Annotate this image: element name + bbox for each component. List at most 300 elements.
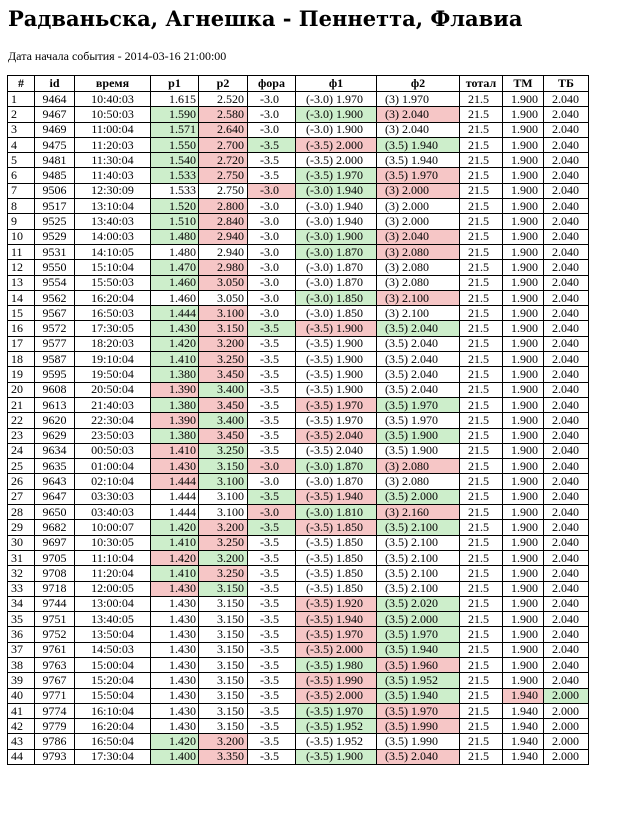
cell-id: 9771 [35, 688, 75, 703]
cell-num: 15 [8, 306, 35, 321]
cell-tm: 1.900 [503, 122, 544, 137]
cell-time: 16:10:04 [75, 703, 151, 718]
cell-tm: 1.900 [503, 92, 544, 107]
cell-total: 21.5 [460, 260, 503, 275]
cell-p1: 1.380 [151, 367, 199, 382]
cell-f2: (3) 2.100 [377, 290, 460, 305]
cell-num: 23 [8, 428, 35, 443]
cell-fora: -3.5 [248, 168, 296, 183]
cell-f2: (3) 2.100 [377, 306, 460, 321]
cell-fora: -3.5 [248, 627, 296, 642]
cell-f2: (3) 2.080 [377, 260, 460, 275]
cell-p2: 3.150 [199, 642, 248, 657]
cell-p2: 3.150 [199, 596, 248, 611]
cell-fora: -3.0 [248, 290, 296, 305]
cell-f2: (3.5) 1.960 [377, 657, 460, 672]
cell-tm: 1.940 [503, 703, 544, 718]
cell-num: 8 [8, 199, 35, 214]
cell-id: 9635 [35, 459, 75, 474]
cell-id: 9595 [35, 367, 75, 382]
cell-fora: -3.5 [248, 566, 296, 581]
cell-f1: (-3.0) 1.850 [296, 290, 377, 305]
table-header-row [8, 76, 589, 92]
table-row [8, 214, 589, 229]
cell-num: 24 [8, 443, 35, 458]
cell-id: 9587 [35, 352, 75, 367]
cell-fora: -3.5 [248, 443, 296, 458]
cell-p1: 1.420 [151, 550, 199, 565]
cell-total: 21.5 [460, 688, 503, 703]
cell-num: 26 [8, 474, 35, 489]
cell-num: 29 [8, 520, 35, 535]
cell-tb: 2.040 [544, 673, 589, 688]
cell-time: 03:30:03 [75, 489, 151, 504]
header-tm: ТМ [503, 76, 544, 92]
cell-fora: -3.5 [248, 137, 296, 152]
cell-time: 10:50:03 [75, 107, 151, 122]
cell-f2: (3.5) 2.040 [377, 336, 460, 351]
cell-tm: 1.900 [503, 489, 544, 504]
table-row [8, 229, 589, 244]
table-row [8, 474, 589, 489]
cell-f1: (-3.0) 1.870 [296, 474, 377, 489]
cell-f1: (-3.5) 1.970 [296, 168, 377, 183]
table-row [8, 199, 589, 214]
cell-tm: 1.900 [503, 612, 544, 627]
cell-p2: 2.700 [199, 137, 248, 152]
cell-id: 9763 [35, 657, 75, 672]
event-start-date: Дата начала события - 2014-03-16 21:00:00 [8, 49, 227, 63]
cell-fora: -3.5 [248, 520, 296, 535]
cell-id: 9650 [35, 505, 75, 520]
cell-total: 21.5 [460, 214, 503, 229]
cell-id: 9708 [35, 566, 75, 581]
cell-f2: (3.5) 1.970 [377, 397, 460, 412]
cell-f1: (-3.5) 1.940 [296, 489, 377, 504]
cell-time: 14:10:05 [75, 244, 151, 259]
cell-num: 18 [8, 352, 35, 367]
cell-p2: 3.150 [199, 321, 248, 336]
cell-num: 3 [8, 122, 35, 137]
table-row [8, 137, 589, 152]
table-row [8, 443, 589, 458]
cell-tb: 2.040 [544, 566, 589, 581]
cell-tm: 1.900 [503, 352, 544, 367]
cell-tb: 2.040 [544, 657, 589, 672]
cell-tb: 2.040 [544, 336, 589, 351]
cell-f2: (3.5) 2.000 [377, 612, 460, 627]
cell-total: 21.5 [460, 367, 503, 382]
cell-f2: (3) 2.040 [377, 107, 460, 122]
cell-tb: 2.040 [544, 382, 589, 397]
cell-p2: 3.050 [199, 290, 248, 305]
cell-f1: (-3.0) 1.870 [296, 275, 377, 290]
cell-time: 22:30:04 [75, 413, 151, 428]
cell-f2: (3.5) 2.040 [377, 367, 460, 382]
cell-total: 21.5 [460, 107, 503, 122]
cell-id: 9752 [35, 627, 75, 642]
cell-tb: 2.040 [544, 413, 589, 428]
cell-total: 21.5 [460, 612, 503, 627]
cell-f2: (3.5) 2.100 [377, 566, 460, 581]
cell-p1: 1.430 [151, 719, 199, 734]
cell-time: 14:50:03 [75, 642, 151, 657]
cell-tm: 1.900 [503, 550, 544, 565]
cell-p2: 3.200 [199, 734, 248, 749]
cell-f1: (-3.5) 1.952 [296, 734, 377, 749]
cell-tb: 2.040 [544, 92, 589, 107]
cell-p2: 2.940 [199, 229, 248, 244]
cell-num: 25 [8, 459, 35, 474]
cell-num: 13 [8, 275, 35, 290]
cell-p1: 1.430 [151, 673, 199, 688]
cell-f2: (3.5) 1.940 [377, 153, 460, 168]
cell-p1: 1.480 [151, 244, 199, 259]
cell-f1: (-3.5) 2.000 [296, 137, 377, 152]
table-row [8, 352, 589, 367]
cell-total: 21.5 [460, 168, 503, 183]
cell-f1: (-3.0) 1.900 [296, 229, 377, 244]
cell-num: 36 [8, 627, 35, 642]
cell-p1: 1.533 [151, 168, 199, 183]
table-row [8, 122, 589, 137]
cell-tb: 2.040 [544, 244, 589, 259]
cell-total: 21.5 [460, 627, 503, 642]
cell-id: 9525 [35, 214, 75, 229]
cell-p1: 1.430 [151, 657, 199, 672]
cell-p1: 1.410 [151, 443, 199, 458]
cell-p1: 1.444 [151, 474, 199, 489]
cell-f1: (-3.5) 1.952 [296, 719, 377, 734]
cell-p1: 1.410 [151, 535, 199, 550]
cell-tb: 2.040 [544, 550, 589, 565]
cell-tb: 2.040 [544, 168, 589, 183]
cell-p1: 1.410 [151, 566, 199, 581]
cell-p2: 3.100 [199, 306, 248, 321]
cell-num: 9 [8, 214, 35, 229]
cell-total: 21.5 [460, 137, 503, 152]
cell-tb: 2.040 [544, 367, 589, 382]
cell-f2: (3.5) 2.100 [377, 520, 460, 535]
cell-p1: 1.380 [151, 428, 199, 443]
cell-fora: -3.5 [248, 428, 296, 443]
table-row [8, 505, 589, 520]
cell-tb: 2.000 [544, 688, 589, 703]
cell-time: 12:30:09 [75, 183, 151, 198]
cell-f1: (-3.5) 1.900 [296, 382, 377, 397]
table-row [8, 336, 589, 351]
table-row [8, 428, 589, 443]
cell-time: 13:40:03 [75, 214, 151, 229]
cell-num: 7 [8, 183, 35, 198]
cell-num: 35 [8, 612, 35, 627]
cell-fora: -3.5 [248, 596, 296, 611]
header-f2: ф2 [377, 76, 460, 92]
cell-fora: -3.5 [248, 719, 296, 734]
cell-p2: 3.250 [199, 535, 248, 550]
cell-fora: -3.5 [248, 673, 296, 688]
cell-num: 19 [8, 367, 35, 382]
cell-fora: -3.0 [248, 122, 296, 137]
cell-f1: (-3.0) 1.940 [296, 183, 377, 198]
cell-fora: -3.5 [248, 657, 296, 672]
cell-id: 9634 [35, 443, 75, 458]
cell-tm: 1.900 [503, 153, 544, 168]
cell-p2: 3.100 [199, 505, 248, 520]
cell-f1: (-3.5) 1.900 [296, 367, 377, 382]
cell-p2: 3.100 [199, 474, 248, 489]
cell-tb: 2.040 [544, 122, 589, 137]
cell-tb: 2.040 [544, 397, 589, 412]
cell-total: 21.5 [460, 657, 503, 672]
cell-p1: 1.470 [151, 260, 199, 275]
cell-id: 9517 [35, 199, 75, 214]
cell-tm: 1.900 [503, 428, 544, 443]
cell-num: 34 [8, 596, 35, 611]
cell-total: 21.5 [460, 443, 503, 458]
table-row [8, 749, 589, 764]
cell-tb: 2.040 [544, 642, 589, 657]
cell-p2: 2.720 [199, 153, 248, 168]
cell-tb: 2.040 [544, 443, 589, 458]
cell-num: 21 [8, 397, 35, 412]
cell-p2: 3.250 [199, 566, 248, 581]
cell-p2: 3.250 [199, 352, 248, 367]
cell-num: 33 [8, 581, 35, 596]
cell-time: 15:00:04 [75, 657, 151, 672]
cell-f1: (-3.5) 2.000 [296, 688, 377, 703]
cell-f2: (3.5) 2.040 [377, 321, 460, 336]
table-row [8, 657, 589, 672]
cell-total: 21.5 [460, 550, 503, 565]
cell-p2: 3.200 [199, 336, 248, 351]
cell-tm: 1.900 [503, 107, 544, 122]
cell-f1: (-3.0) 1.870 [296, 459, 377, 474]
cell-f1: (-3.5) 1.850 [296, 566, 377, 581]
cell-p1: 1.444 [151, 505, 199, 520]
cell-f1: (-3.0) 1.870 [296, 244, 377, 259]
header-p1: р1 [151, 76, 199, 92]
cell-fora: -3.5 [248, 336, 296, 351]
cell-num: 22 [8, 413, 35, 428]
cell-tb: 2.040 [544, 183, 589, 198]
cell-p1: 1.540 [151, 153, 199, 168]
cell-tb: 2.040 [544, 107, 589, 122]
cell-p2: 3.350 [199, 749, 248, 764]
table-row [8, 183, 589, 198]
cell-p1: 1.460 [151, 290, 199, 305]
cell-tm: 1.900 [503, 229, 544, 244]
cell-time: 11:10:04 [75, 550, 151, 565]
cell-tm: 1.900 [503, 260, 544, 275]
cell-id: 9572 [35, 321, 75, 336]
cell-f1: (-3.5) 1.900 [296, 749, 377, 764]
cell-time: 10:00:07 [75, 520, 151, 535]
cell-fora: -3.5 [248, 734, 296, 749]
table-row [8, 397, 589, 412]
cell-num: 2 [8, 107, 35, 122]
cell-num: 14 [8, 290, 35, 305]
cell-time: 00:50:03 [75, 443, 151, 458]
cell-f1: (-3.0) 1.940 [296, 214, 377, 229]
cell-tb: 2.040 [544, 290, 589, 305]
cell-fora: -3.5 [248, 581, 296, 596]
cell-f1: (-3.5) 1.850 [296, 550, 377, 565]
cell-time: 19:50:04 [75, 367, 151, 382]
cell-f1: (-3.5) 1.920 [296, 596, 377, 611]
cell-time: 14:00:03 [75, 229, 151, 244]
cell-p2: 2.750 [199, 183, 248, 198]
cell-fora: -3.0 [248, 260, 296, 275]
cell-num: 38 [8, 657, 35, 672]
cell-f2: (3.5) 1.952 [377, 673, 460, 688]
cell-tm: 1.940 [503, 688, 544, 703]
cell-p1: 1.615 [151, 92, 199, 107]
cell-total: 21.5 [460, 428, 503, 443]
cell-time: 01:00:04 [75, 459, 151, 474]
cell-p1: 1.590 [151, 107, 199, 122]
cell-p1: 1.430 [151, 642, 199, 657]
cell-tm: 1.900 [503, 367, 544, 382]
cell-f2: (3.5) 2.000 [377, 489, 460, 504]
cell-total: 21.5 [460, 183, 503, 198]
header-total: тотал [460, 76, 503, 92]
cell-p1: 1.460 [151, 275, 199, 290]
cell-tm: 1.900 [503, 214, 544, 229]
cell-time: 13:10:04 [75, 199, 151, 214]
cell-fora: -3.5 [248, 352, 296, 367]
cell-p2: 3.150 [199, 627, 248, 642]
cell-num: 44 [8, 749, 35, 764]
cell-f2: (3.5) 2.040 [377, 352, 460, 367]
cell-f1: (-3.0) 1.870 [296, 260, 377, 275]
cell-tm: 1.900 [503, 290, 544, 305]
cell-tm: 1.900 [503, 336, 544, 351]
cell-f2: (3.5) 1.940 [377, 642, 460, 657]
cell-id: 9718 [35, 581, 75, 596]
cell-tb: 2.040 [544, 581, 589, 596]
cell-fora: -3.0 [248, 92, 296, 107]
table-row [8, 321, 589, 336]
table-row [8, 673, 589, 688]
table-row [8, 413, 589, 428]
header-time: время [75, 76, 151, 92]
table-row [8, 642, 589, 657]
cell-f2: (3.5) 2.100 [377, 550, 460, 565]
cell-tb: 2.040 [544, 520, 589, 535]
header-tb: ТБ [544, 76, 589, 92]
cell-p2: 3.400 [199, 382, 248, 397]
cell-id: 9620 [35, 413, 75, 428]
cell-time: 12:00:05 [75, 581, 151, 596]
cell-time: 10:40:03 [75, 92, 151, 107]
cell-p2: 3.450 [199, 367, 248, 382]
cell-p1: 1.510 [151, 214, 199, 229]
cell-f2: (3.5) 2.100 [377, 535, 460, 550]
cell-p2: 3.100 [199, 489, 248, 504]
cell-num: 39 [8, 673, 35, 688]
table-row [8, 566, 589, 581]
cell-f2: (3.5) 1.940 [377, 137, 460, 152]
cell-tm: 1.900 [503, 321, 544, 336]
cell-tb: 2.040 [544, 535, 589, 550]
cell-total: 21.5 [460, 673, 503, 688]
cell-f1: (-3.5) 1.900 [296, 352, 377, 367]
cell-p1: 1.420 [151, 734, 199, 749]
cell-time: 15:10:04 [75, 260, 151, 275]
cell-p2: 3.150 [199, 657, 248, 672]
cell-id: 9767 [35, 673, 75, 688]
cell-f2: (3) 2.080 [377, 459, 460, 474]
cell-tb: 2.040 [544, 612, 589, 627]
table-row [8, 550, 589, 565]
cell-id: 9751 [35, 612, 75, 627]
cell-tm: 1.900 [503, 397, 544, 412]
cell-fora: -3.0 [248, 199, 296, 214]
cell-tb: 2.040 [544, 275, 589, 290]
cell-time: 16:20:04 [75, 290, 151, 305]
table-row [8, 581, 589, 596]
cell-id: 9485 [35, 168, 75, 183]
cell-id: 9554 [35, 275, 75, 290]
cell-time: 20:50:04 [75, 382, 151, 397]
cell-fora: -3.5 [248, 153, 296, 168]
table-row [8, 290, 589, 305]
cell-f2: (3) 2.080 [377, 244, 460, 259]
cell-time: 15:20:04 [75, 673, 151, 688]
cell-p2: 2.940 [199, 244, 248, 259]
cell-total: 21.5 [460, 703, 503, 718]
cell-time: 03:40:03 [75, 505, 151, 520]
cell-p2: 3.150 [199, 612, 248, 627]
cell-p2: 2.520 [199, 92, 248, 107]
cell-tm: 1.940 [503, 734, 544, 749]
cell-total: 21.5 [460, 505, 503, 520]
cell-num: 42 [8, 719, 35, 734]
cell-f1: (-3.5) 1.900 [296, 321, 377, 336]
cell-tm: 1.900 [503, 244, 544, 259]
cell-p2: 2.980 [199, 260, 248, 275]
cell-time: 16:20:04 [75, 719, 151, 734]
cell-p2: 3.250 [199, 443, 248, 458]
cell-p1: 1.420 [151, 336, 199, 351]
table-row [8, 459, 589, 474]
cell-f1: (-3.0) 1.970 [296, 92, 377, 107]
page-title: Радваньска, Агнешка - Пеннетта, Флавиа [8, 6, 523, 31]
cell-total: 21.5 [460, 596, 503, 611]
cell-f1: (-3.0) 1.810 [296, 505, 377, 520]
cell-f1: (-3.5) 1.940 [296, 612, 377, 627]
cell-total: 21.5 [460, 352, 503, 367]
cell-tm: 1.900 [503, 443, 544, 458]
cell-f1: (-3.5) 1.970 [296, 397, 377, 412]
cell-p2: 3.150 [199, 703, 248, 718]
cell-num: 5 [8, 153, 35, 168]
cell-fora: -3.5 [248, 642, 296, 657]
cell-p1: 1.444 [151, 306, 199, 321]
table-row [8, 260, 589, 275]
table-row [8, 367, 589, 382]
cell-id: 9761 [35, 642, 75, 657]
cell-time: 10:30:05 [75, 535, 151, 550]
cell-fora: -3.5 [248, 382, 296, 397]
cell-p1: 1.480 [151, 229, 199, 244]
cell-p1: 1.390 [151, 382, 199, 397]
cell-f2: (3.5) 2.020 [377, 596, 460, 611]
cell-f2: (3.5) 2.040 [377, 382, 460, 397]
cell-f2: (3.5) 1.990 [377, 719, 460, 734]
cell-f2: (3) 2.000 [377, 183, 460, 198]
